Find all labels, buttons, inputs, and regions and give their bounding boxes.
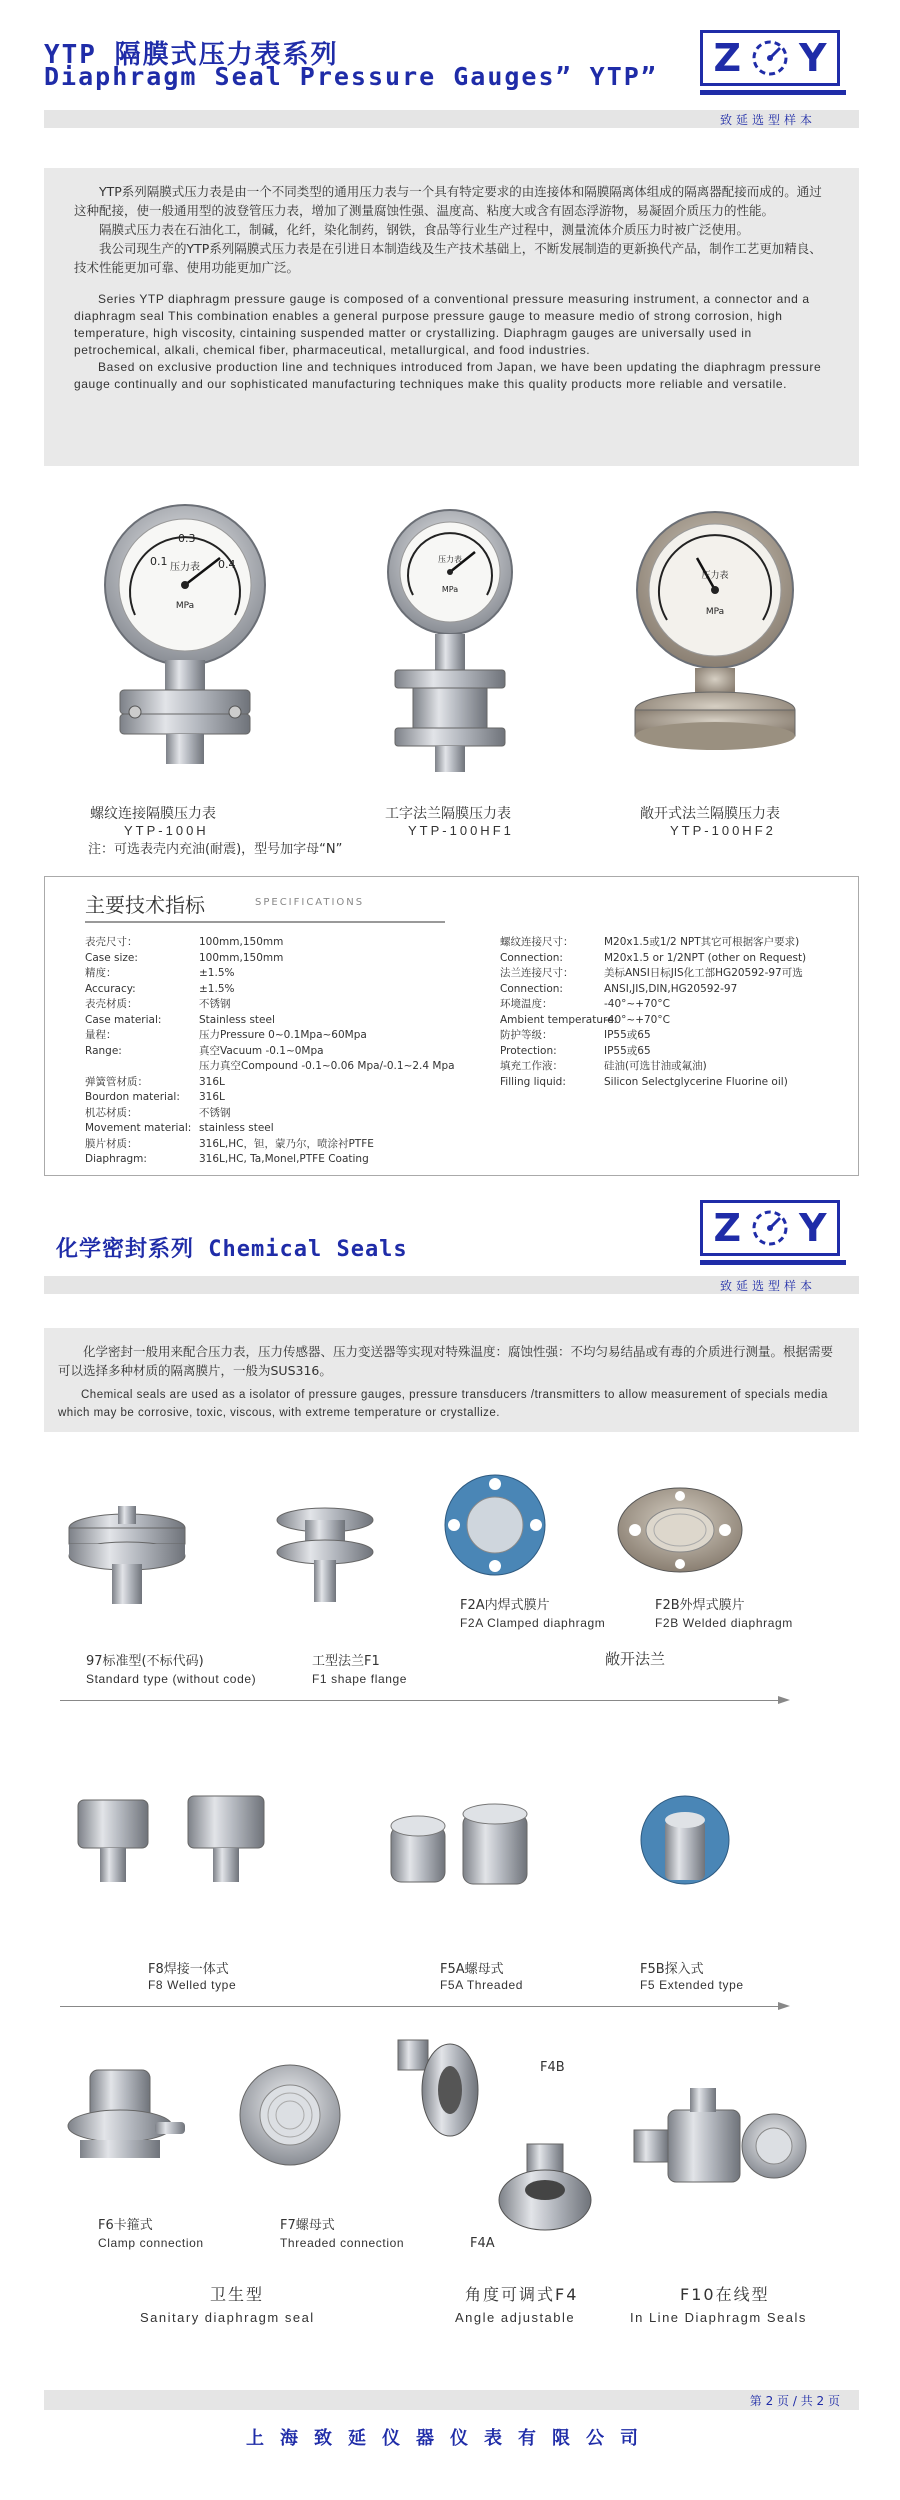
- gauge-dial-label: 压力表: [170, 562, 200, 573]
- spec-row: [500, 1059, 806, 1075]
- f6-name: F6卡箍式: [98, 2218, 153, 2233]
- f2b-diaphragm-image: [615, 1480, 745, 1590]
- spec-row: [500, 951, 806, 967]
- spec-value: ANSI,JIS,DIN,HG20592-97: [604, 982, 738, 995]
- spec-value: Stainless steel: [199, 1013, 275, 1026]
- page-title-cn: YTP 隔膜式压力表系列: [44, 40, 339, 70]
- spec-key: Accuracy:: [85, 982, 136, 995]
- spec-row: [85, 982, 455, 998]
- f7-threaded-image: [235, 2060, 345, 2170]
- spec-row: [500, 1028, 806, 1044]
- spec-row: [85, 1059, 455, 1075]
- footer-bar: [44, 2390, 859, 2410]
- gauge-open-flange-image: [625, 510, 805, 790]
- spec-value: 100mm,150mm: [199, 936, 284, 948]
- f1-flange-seal-image: [270, 1500, 380, 1610]
- row2-divider: [60, 2006, 780, 2007]
- spec-row: [85, 1028, 455, 1044]
- specs-left-column: [85, 935, 455, 1168]
- spec-row: [500, 997, 806, 1013]
- intro-cn-paragraph: 我公司现生产的YTP系列隔膜式压力表是在引进日本制造线及生产技术基础上，不断发展制造的更新换代产品，制作工艺更加精良、技术性能更加可靠、使用功能更加广泛。: [74, 241, 822, 275]
- spec-key: 表壳尺寸：: [85, 936, 138, 948]
- spec-key: Case size:: [85, 951, 138, 964]
- gauge-open-flange-name: 敞开式法兰隔膜压力表: [640, 806, 780, 822]
- spec-row: [85, 1152, 455, 1168]
- row1-divider-arrow: [778, 1696, 790, 1704]
- f2a-en: F2A Clamped diaphragm: [460, 1616, 606, 1630]
- standard-seal-image: [62, 1500, 192, 1610]
- specs-right-column: [500, 935, 806, 1090]
- spec-value: 压力真空Compound -0.1~0.06 Mpa/-0.1~2.4 Mpa: [199, 1060, 455, 1072]
- intro-en-paragraph: Based on exclusive production line and techniques introduced from Japan, we have been updating the diaphragm pressure gauge continually and our sophisticated manufacturing techniques make this quality products more reliable and versatile.: [74, 360, 822, 391]
- company-name: 上海致延仪器仪表有限公司: [246, 2428, 654, 2449]
- spec-value: 316L: [199, 1075, 225, 1088]
- spec-value: stainless steel: [199, 1122, 274, 1134]
- spec-row: [500, 1013, 806, 1029]
- gauge-i-flange-name: 工字法兰隔膜压力表: [385, 806, 511, 822]
- f8-en: F8 Welled type: [148, 1978, 237, 1992]
- spec-value: 不锈钢: [199, 1106, 231, 1119]
- svg-text:压力表: 压力表: [438, 555, 462, 564]
- spec-key: Diaphragm:: [85, 1153, 147, 1165]
- angle-group-en: Angle adjustable: [455, 2310, 576, 2325]
- f5a-en: F5A Threaded: [440, 1978, 524, 1992]
- svg-text:0.4: 0.4: [218, 558, 236, 571]
- spec-key: Protection:: [500, 1044, 557, 1057]
- f6-clamp-image: [60, 2060, 190, 2180]
- intro-cn-paragraph: 隔膜式压力表在石油化工，制碱，化纤，染化制药，钢铁，食品等行业生产过程中，测量流体介质压力时被广泛使用。: [99, 222, 750, 237]
- gauge-i-flange-image: [365, 500, 535, 790]
- specs-panel: [44, 876, 859, 1176]
- logo-gauge-icon: [750, 38, 790, 78]
- oil-fill-note: 注：可选表壳内充油(耐震)，型号加字母“N”: [88, 842, 343, 857]
- f4a-tag: F4A: [470, 2236, 495, 2251]
- company-logo: [700, 30, 840, 86]
- f10-inline-image: [630, 2080, 810, 2210]
- chem-section-title: 化学密封系列 Chemical Seals: [56, 1237, 408, 1262]
- sanitary-group-en: Sanitary diaphragm seal: [140, 2310, 315, 2325]
- gauge-threaded-model: YTP-100H: [124, 823, 209, 838]
- spec-row: [85, 1075, 455, 1091]
- logo-letter-z: Z: [713, 1206, 742, 1250]
- spec-value: 316L,HC, Ta,Monel,PTFE Coating: [199, 1153, 369, 1165]
- svg-text:压力表: 压力表: [701, 571, 729, 581]
- row2-divider-arrow: [778, 2002, 790, 2010]
- gauge-threaded-name: 螺纹连接隔膜压力表: [90, 806, 216, 822]
- f5b-en: F5 Extended type: [640, 1978, 744, 1992]
- spec-value: 硅油(可选甘油或氟油): [604, 1060, 707, 1072]
- chem-logo: [700, 1200, 840, 1256]
- f8-welded-image: [70, 1780, 270, 1890]
- spec-row: [500, 982, 806, 998]
- spec-key: Filling liquid:: [500, 1075, 566, 1088]
- spec-row: [500, 1075, 806, 1091]
- spec-key: Bourdon material:: [85, 1091, 180, 1103]
- spec-key: 机芯材质：: [85, 1106, 138, 1119]
- svg-text:MPa: MPa: [705, 607, 725, 617]
- spec-key: 膜片材质：: [85, 1137, 138, 1150]
- f2a-diaphragm-image: [440, 1470, 550, 1580]
- spec-key: 量程：: [85, 1029, 117, 1041]
- page-number: 第 2 页 / 共 2 页: [749, 2394, 840, 2408]
- spec-row: [500, 966, 806, 982]
- sanitary-group-label: 卫生型: [210, 2285, 265, 2304]
- f8-name: F8焊接一体式: [148, 1962, 229, 1977]
- spec-row: [85, 1121, 455, 1137]
- f1-flange-en: F1 shape flange: [312, 1672, 408, 1686]
- specs-title-en: SPECIFICATIONS: [255, 897, 365, 908]
- svg-text:0.1: 0.1: [150, 555, 168, 568]
- spec-value: 100mm,150mm: [199, 951, 284, 964]
- f4b-angle-image: [390, 2030, 480, 2140]
- spec-value: 316L: [199, 1091, 225, 1103]
- specs-header: [85, 887, 445, 923]
- spec-value: -40°~+70°C: [604, 1013, 670, 1026]
- chem-intro-panel: [44, 1328, 859, 1432]
- standard-seal-name: 97标准型(不标代码): [86, 1654, 204, 1669]
- spec-value: M20x1.5 or 1/2NPT (other on Request): [604, 951, 807, 964]
- intro-cn-paragraph: YTP系列隔膜式压力表是由一个不同类型的通用压力表与一个具有特定要求的由连接体和隔膜隔离体组成的隔离器配接而成的。通过这种配接，使一般通用型的波登管压力表，增加了测量腐蚀性强、温度高、粘度大或含有固态浮游物，易凝固介质压力的性能。: [74, 184, 822, 218]
- spec-row: [85, 997, 455, 1013]
- intro-panel: [44, 168, 859, 466]
- spec-value: IP55或65: [604, 1029, 651, 1041]
- spec-row: [500, 935, 806, 951]
- row1-divider: [60, 1700, 780, 1701]
- header-bar-label: 致延选型样本: [720, 113, 817, 127]
- f5a-threaded-image: [385, 1800, 535, 1900]
- spec-key: 螺纹连接尺寸：: [500, 936, 574, 948]
- spec-key: 环境温度：: [500, 998, 553, 1010]
- standard-seal-en: Standard type (without code): [86, 1672, 257, 1686]
- spec-key: 法兰连接尺寸：: [500, 967, 574, 979]
- gauge-threaded-image: [100, 500, 270, 790]
- spec-key: Case material:: [85, 1013, 162, 1026]
- spec-value: ±1.5%: [199, 982, 235, 995]
- spec-value: -40°~+70°C: [604, 998, 670, 1010]
- chem-intro-en: Chemical seals are used as a isolator of pressure gauges, pressure transducers /transmitters to allow measurement of specials media which may be corrosive, toxic, viscous, with extreme temperature or crystallize.: [58, 1389, 828, 1419]
- spec-row: [85, 935, 455, 951]
- f4b-tag: F4B: [540, 2060, 565, 2075]
- spec-key: [85, 1059, 199, 1075]
- logo-letter-z: Z: [713, 36, 742, 80]
- svg-text:0.3: 0.3: [178, 532, 196, 545]
- spec-key: Connection:: [500, 982, 563, 995]
- spec-row: [85, 1013, 455, 1029]
- f1-flange-name: 工型法兰F1: [312, 1654, 380, 1669]
- f5b-name: F5B探入式: [640, 1962, 704, 1977]
- inline-group-label: F10在线型: [680, 2285, 770, 2304]
- inline-group-en: In Line Diaphragm Seals: [630, 2310, 807, 2325]
- chem-intro-cn: 化学密封一般用来配合压力表，压力传感器、压力变送器等实现对特殊温度：腐蚀性强：不均匀易结晶或有毒的介质进行测量。根据需要可以选择多种材质的隔离膜片，一般为SUS316。: [58, 1344, 834, 1378]
- logo-gauge-icon: [750, 1208, 790, 1248]
- spec-key: 弹簧管材质：: [85, 1075, 148, 1088]
- logo-underline: [700, 90, 846, 95]
- spec-key: Connection:: [500, 951, 563, 964]
- f5b-extended-image: [630, 1790, 740, 1900]
- spec-value: 压力Pressure 0~0.1Mpa~60Mpa: [199, 1029, 367, 1041]
- spec-value: 不锈钢: [199, 998, 231, 1010]
- svg-text:MPa: MPa: [441, 585, 459, 594]
- spec-row: [85, 1090, 455, 1106]
- gauge-i-flange-model: YTP-100HF1: [408, 823, 514, 838]
- spec-key: 填充工作液：: [500, 1060, 563, 1072]
- spec-key: Movement material:: [85, 1122, 192, 1134]
- spec-value: 美标ANSI日标JIS化工部HG20592-97可选: [604, 967, 803, 979]
- spec-key: Range:: [85, 1044, 122, 1057]
- open-flange-group-label: 敞开法兰: [605, 1650, 666, 1668]
- angle-group-label: 角度可调式F4: [465, 2285, 579, 2304]
- spec-key: 精度：: [85, 967, 117, 979]
- spec-value: 真空Vacuum -0.1~0Mpa: [199, 1044, 324, 1057]
- spec-row: [85, 1106, 455, 1122]
- chem-bar-label: 致延选型样本: [720, 1279, 817, 1293]
- spec-key: 防护等级：: [500, 1029, 553, 1041]
- intro-en-paragraph: Series YTP diaphragm pressure gauge is composed of a conventional pressure measuring instrument, a connector and a diaphragm seal This combination enables a general purpose pressure gauge to measure medio of strong corrosion, high temperature, high viscosity, cintaining suspended matter or crystallizing. Diaphragm gauges are universally used in petrochemical, alkali, chemical fiber, pharmaceutical, metallurgical, and food industries.: [74, 292, 810, 357]
- spec-value: IP55或65: [604, 1044, 651, 1057]
- gauge-open-flange-model: YTP-100HF2: [670, 823, 776, 838]
- specs-title-cn: 主要技术指标: [85, 893, 205, 917]
- spec-key: 表壳材质：: [85, 998, 138, 1010]
- chem-logo-underline: [700, 1260, 846, 1265]
- spec-value: Silicon Selectglycerine Fluorine oil): [604, 1075, 788, 1088]
- f4a-angle-image: [495, 2140, 595, 2240]
- f2a-name: F2A内焊式膜片: [460, 1598, 550, 1613]
- f6-en: Clamp connection: [98, 2236, 204, 2250]
- spec-value: M20x1.5或1/2 NPT其它可根据客户要求): [604, 936, 800, 948]
- spec-row: [85, 966, 455, 982]
- spec-key: Ambient temperature:: [500, 1013, 618, 1026]
- spec-row: [85, 951, 455, 967]
- f7-en: Threaded connection: [280, 2236, 405, 2250]
- gauge-unit: MPa: [175, 601, 195, 611]
- spec-row: [500, 1044, 806, 1060]
- logo-letter-y: Y: [798, 1206, 827, 1250]
- logo-letter-y: Y: [798, 36, 827, 80]
- f7-name: F7螺母式: [280, 2218, 335, 2233]
- page-title-en: Diaphragm Seal Pressure Gauges” YTP”: [44, 62, 658, 91]
- f2b-name: F2B外焊式膜片: [655, 1598, 745, 1613]
- spec-value: 316L,HC，钽，蒙乃尔，喷涂衬PTFE: [199, 1137, 374, 1150]
- spec-row: [85, 1137, 455, 1153]
- f5a-name: F5A螺母式: [440, 1962, 504, 1977]
- spec-row: [85, 1044, 455, 1060]
- f2b-en: F2B Welded diaphragm: [655, 1616, 793, 1630]
- spec-value: ±1.5%: [199, 967, 235, 979]
